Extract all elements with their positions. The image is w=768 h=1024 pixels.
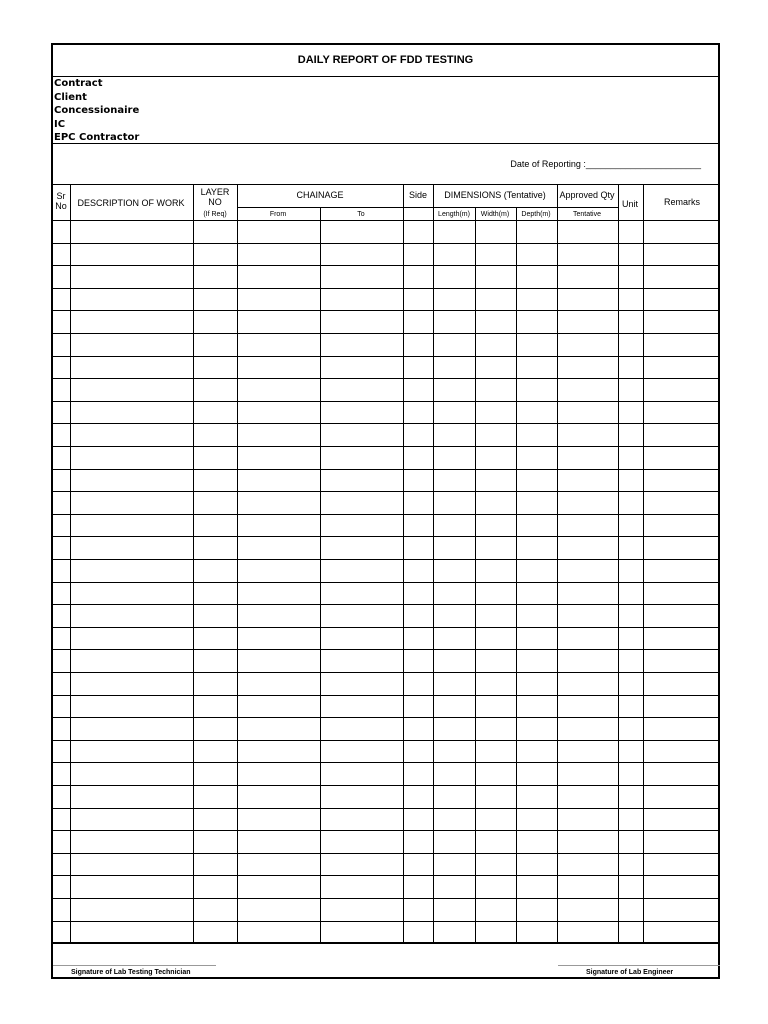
header-layer-no: NO xyxy=(208,197,222,207)
date-of-reporting-row xyxy=(53,144,718,184)
info-concessionaire: Concessionaire xyxy=(54,105,140,116)
signature-area xyxy=(53,942,718,980)
header-unit: Unit xyxy=(621,199,639,209)
info-contract: Contract xyxy=(54,78,103,89)
header-approved-qty: Approved Qty xyxy=(559,190,615,200)
header-remarks: Remarks xyxy=(663,197,701,207)
header-dimensions: DIMENSIONS (Tentative) xyxy=(444,190,546,200)
fdd-testing-table xyxy=(52,184,720,942)
header-layer-if-req: (If Req) xyxy=(203,211,227,218)
engineer-signature-line[interactable] xyxy=(558,965,720,966)
header-description-of-work: DESCRIPTION OF WORK xyxy=(77,198,185,208)
info-ic: IC xyxy=(54,118,66,130)
date-of-reporting-field[interactable]: Date of Reporting :_______________________ xyxy=(510,159,701,169)
header-sr-no: Sr xyxy=(56,191,66,201)
header-depth: Depth(m) xyxy=(521,211,551,218)
header-chainage-to: To xyxy=(357,211,365,218)
project-info-block xyxy=(53,76,718,144)
header-length: Length(m) xyxy=(438,211,470,218)
technician-signature-label: Signature of Lab Testing Technician xyxy=(71,969,191,976)
technician-signature-line[interactable] xyxy=(53,965,216,966)
header-width: Width(m) xyxy=(480,211,510,218)
engineer-signature-label: Signature of Lab Engineer xyxy=(586,969,674,976)
report-title: DAILY REPORT OF FDD TESTING xyxy=(53,45,718,77)
info-client: Client xyxy=(54,91,87,103)
info-epc-contractor: EPC Contractor xyxy=(54,132,140,143)
header-sr-no: No xyxy=(55,201,67,211)
header-chainage: CHAINAGE xyxy=(296,190,344,200)
header-chainage-from: From xyxy=(269,211,287,218)
header-side: Side xyxy=(408,190,428,200)
report-sheet xyxy=(51,43,720,979)
header-approved-tentative: Tentative xyxy=(572,211,602,218)
header-layer-no: LAYER xyxy=(200,187,230,197)
